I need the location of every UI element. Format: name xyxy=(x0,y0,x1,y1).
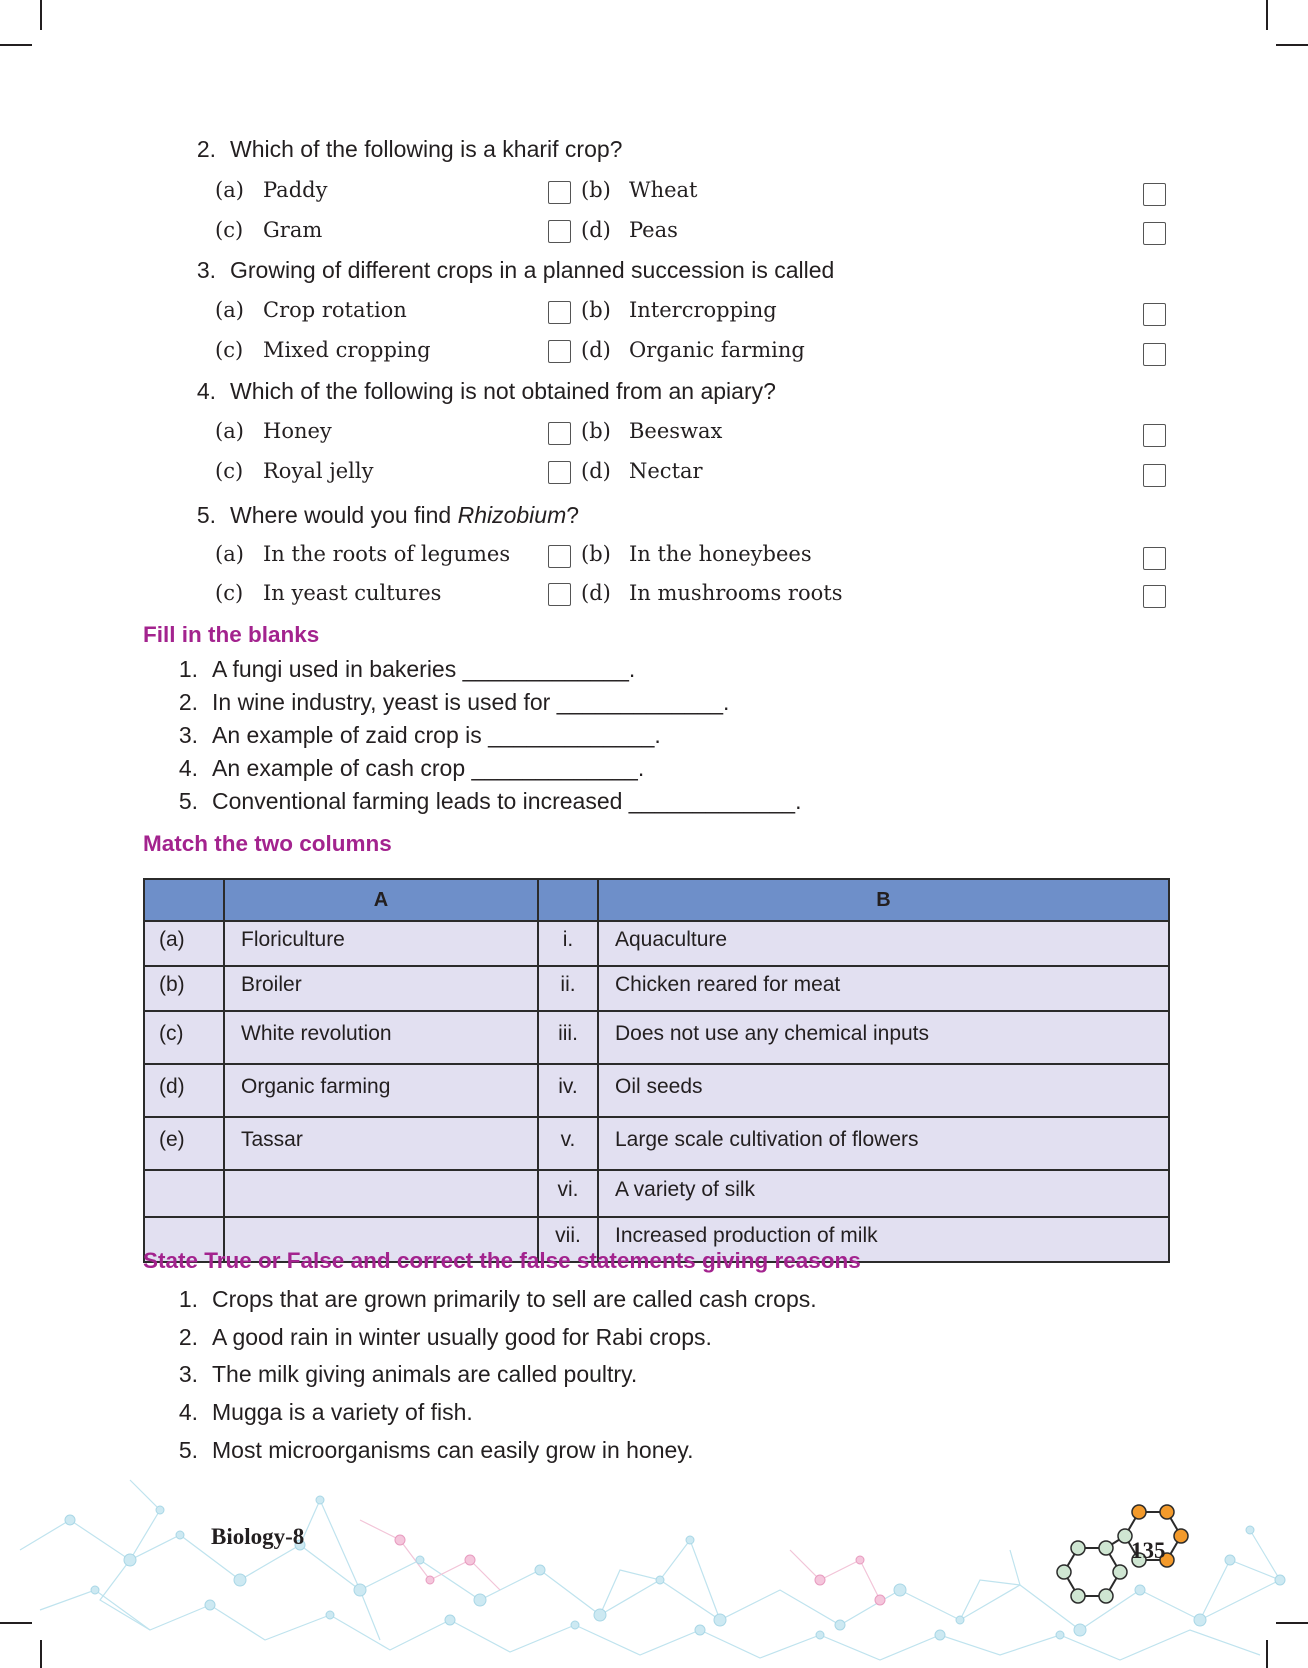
item-text: Most microorganisms can easily grow in honey. xyxy=(212,1437,694,1463)
a-text: Tassar xyxy=(224,1117,538,1170)
option-label: (d) xyxy=(581,338,611,362)
b-label: iv. xyxy=(538,1064,598,1117)
checkbox-option-d[interactable] xyxy=(1143,585,1166,608)
option-text: Peas xyxy=(629,218,678,242)
b-text: Oil seeds xyxy=(598,1064,1169,1117)
option-text: Royal jelly xyxy=(263,459,374,483)
mcq-question xyxy=(176,136,622,163)
checkbox-option-c[interactable] xyxy=(548,583,571,606)
option-label: (a) xyxy=(215,542,244,566)
checkbox-option-b[interactable] xyxy=(1143,424,1166,447)
option-label: (d) xyxy=(581,459,611,483)
option-text: Beeswax xyxy=(629,419,723,443)
option-text: Intercropping xyxy=(629,298,777,322)
option-b xyxy=(581,419,722,443)
a-text: White revolution xyxy=(224,1011,538,1064)
question-number: 4. xyxy=(196,378,216,404)
item-text: Mugga is a variety of fish. xyxy=(212,1399,473,1425)
question-number: 2. xyxy=(196,136,216,162)
item-number: 5. xyxy=(178,788,198,814)
option-b xyxy=(581,542,812,566)
crop-mark xyxy=(1276,44,1308,46)
item-number: 4. xyxy=(178,1399,198,1425)
checkbox-option-c[interactable] xyxy=(548,461,571,484)
checkbox-option-b[interactable] xyxy=(1143,547,1166,570)
crop-mark xyxy=(40,0,42,30)
item-number: 2. xyxy=(178,1324,198,1350)
table-row xyxy=(144,1011,1169,1064)
item-number: 2. xyxy=(178,689,198,715)
item-number: 1. xyxy=(178,656,198,682)
true-false-item xyxy=(176,1399,473,1426)
a-label: (d) xyxy=(144,1064,224,1117)
option-c xyxy=(215,581,441,605)
item-number: 3. xyxy=(178,1361,198,1387)
a-text: Floriculture xyxy=(224,921,538,966)
book-title: Biology-8 xyxy=(211,1524,305,1549)
question-text: Which of the following is not obtained from an apiary? xyxy=(230,378,776,404)
item-text: A good rain in winter usually good for Rabi crops. xyxy=(212,1324,712,1350)
b-text: Increased production of milk xyxy=(598,1217,1169,1262)
option-text: Wheat xyxy=(629,178,698,202)
page-number-badge xyxy=(1050,1498,1200,1618)
checkbox-option-d[interactable] xyxy=(1143,464,1166,487)
item-text: Crops that are grown primarily to sell are called cash crops. xyxy=(212,1286,817,1312)
checkbox-option-d[interactable] xyxy=(1143,343,1166,366)
fill-blanks-heading: Fill in the blanks xyxy=(143,622,320,647)
true-false-heading: State True or False and correct the false statements giving reasons xyxy=(143,1248,861,1273)
checkbox-option-b[interactable] xyxy=(1143,183,1166,206)
option-text: Honey xyxy=(263,419,332,443)
option-text: In mushrooms roots xyxy=(629,581,843,605)
checkbox-option-a[interactable] xyxy=(548,545,571,568)
option-label: (a) xyxy=(215,178,244,202)
b-text: Chicken reared for meat xyxy=(598,966,1169,1011)
option-label: (c) xyxy=(215,218,244,242)
option-text: Paddy xyxy=(263,178,328,202)
option-c xyxy=(215,459,373,483)
b-label: iii. xyxy=(538,1011,598,1064)
question-text: Where would you find xyxy=(230,502,458,528)
table-row xyxy=(144,1117,1169,1170)
question-text: Which of the following is a kharif crop? xyxy=(230,136,623,162)
item-number: 1. xyxy=(178,1286,198,1312)
b-text: Aquaculture xyxy=(598,921,1169,966)
option-text: In the honeybees xyxy=(629,542,812,566)
option-label: (a) xyxy=(215,419,244,443)
checkbox-option-b[interactable] xyxy=(1143,303,1166,326)
crop-mark xyxy=(1266,0,1268,30)
option-d xyxy=(581,338,805,362)
mcq-question xyxy=(176,378,776,405)
header-empty xyxy=(144,879,224,921)
item-number: 4. xyxy=(178,755,198,781)
b-text: Does not use any chemical inputs xyxy=(598,1011,1169,1064)
page-number: 135 xyxy=(1131,1538,1166,1563)
item-text: A fungi used in bakeries _____________. xyxy=(212,656,636,682)
a-text: Organic farming xyxy=(224,1064,538,1117)
option-text: Mixed cropping xyxy=(263,338,431,362)
true-false-item xyxy=(176,1361,637,1388)
fill-blank-item xyxy=(176,788,801,815)
item-text: An example of cash crop _____________. xyxy=(212,755,645,781)
item-text: Conventional farming leads to increased _____________. xyxy=(212,788,802,814)
a-label xyxy=(144,1170,224,1217)
a-label: (b) xyxy=(144,966,224,1011)
checkbox-option-a[interactable] xyxy=(548,422,571,445)
match-heading: Match the two columns xyxy=(143,831,392,856)
option-text: In yeast cultures xyxy=(263,581,442,605)
question-number: 3. xyxy=(196,257,216,283)
fill-blank-item xyxy=(176,689,729,716)
option-b xyxy=(581,178,698,202)
option-a xyxy=(215,419,332,443)
option-text: Crop rotation xyxy=(263,298,407,322)
option-label: (d) xyxy=(581,218,611,242)
item-text: In wine industry, yeast is used for _____________. xyxy=(212,689,730,715)
a-text: Broiler xyxy=(224,966,538,1011)
a-text xyxy=(224,1170,538,1217)
table-row xyxy=(144,921,1169,966)
a-label: (e) xyxy=(144,1117,224,1170)
fill-blank-item xyxy=(176,755,644,782)
a-label: (a) xyxy=(144,921,224,966)
match-table xyxy=(143,878,1170,1263)
option-c xyxy=(215,338,431,362)
b-label: i. xyxy=(538,921,598,966)
header-col-b: B xyxy=(598,879,1169,921)
mcq-question xyxy=(176,257,834,284)
header-empty xyxy=(538,879,598,921)
table-row xyxy=(144,1064,1169,1117)
option-label: (b) xyxy=(581,542,611,566)
true-false-item xyxy=(176,1286,817,1313)
option-d xyxy=(581,581,842,605)
option-d xyxy=(581,218,678,242)
item-text: An example of zaid crop is _____________. xyxy=(212,722,661,748)
question-number: 5. xyxy=(196,502,216,528)
fill-blank-item xyxy=(176,722,661,749)
b-label: vii. xyxy=(538,1217,598,1262)
option-label: (c) xyxy=(215,338,244,362)
option-c xyxy=(215,218,322,242)
item-number: 5. xyxy=(178,1437,198,1463)
option-d xyxy=(581,459,703,483)
question-text: Growing of different crops in a planned succession is called xyxy=(230,257,835,283)
option-label: (a) xyxy=(215,298,244,322)
header-col-a: A xyxy=(224,879,538,921)
mcq-question xyxy=(176,502,579,529)
question-italic-term: Rhizobium xyxy=(457,502,567,528)
option-label: (c) xyxy=(215,581,244,605)
b-label: ii. xyxy=(538,966,598,1011)
b-text: Large scale cultivation of flowers xyxy=(598,1117,1169,1170)
option-text: Organic farming xyxy=(629,338,805,362)
crop-mark xyxy=(0,44,32,46)
option-a xyxy=(215,298,407,322)
item-number: 3. xyxy=(178,722,198,748)
table-row xyxy=(144,1170,1169,1217)
b-label: vi. xyxy=(538,1170,598,1217)
item-text: The milk giving animals are called poultry. xyxy=(212,1361,638,1387)
option-b xyxy=(581,298,777,322)
fill-blank-item xyxy=(176,656,635,683)
b-label: v. xyxy=(538,1117,598,1170)
b-text: A variety of silk xyxy=(598,1170,1169,1217)
option-text: Nectar xyxy=(629,459,703,483)
option-label: (b) xyxy=(581,298,611,322)
a-label: (c) xyxy=(144,1011,224,1064)
true-false-item xyxy=(176,1324,712,1351)
match-header-row xyxy=(144,879,1169,921)
table-row xyxy=(144,966,1169,1011)
checkbox-option-c[interactable] xyxy=(548,340,571,363)
question-text-end: ? xyxy=(566,502,580,528)
option-a xyxy=(215,542,510,566)
option-text: In the roots of legumes xyxy=(263,542,511,566)
checkbox-option-a[interactable] xyxy=(548,181,571,204)
option-label: (b) xyxy=(581,178,611,202)
option-label: (c) xyxy=(215,459,244,483)
checkbox-option-d[interactable] xyxy=(1143,222,1166,245)
option-label: (b) xyxy=(581,419,611,443)
option-a xyxy=(215,178,327,202)
checkbox-option-a[interactable] xyxy=(548,301,571,324)
option-text: Gram xyxy=(263,218,323,242)
checkbox-option-c[interactable] xyxy=(548,220,571,243)
option-label: (d) xyxy=(581,581,611,605)
